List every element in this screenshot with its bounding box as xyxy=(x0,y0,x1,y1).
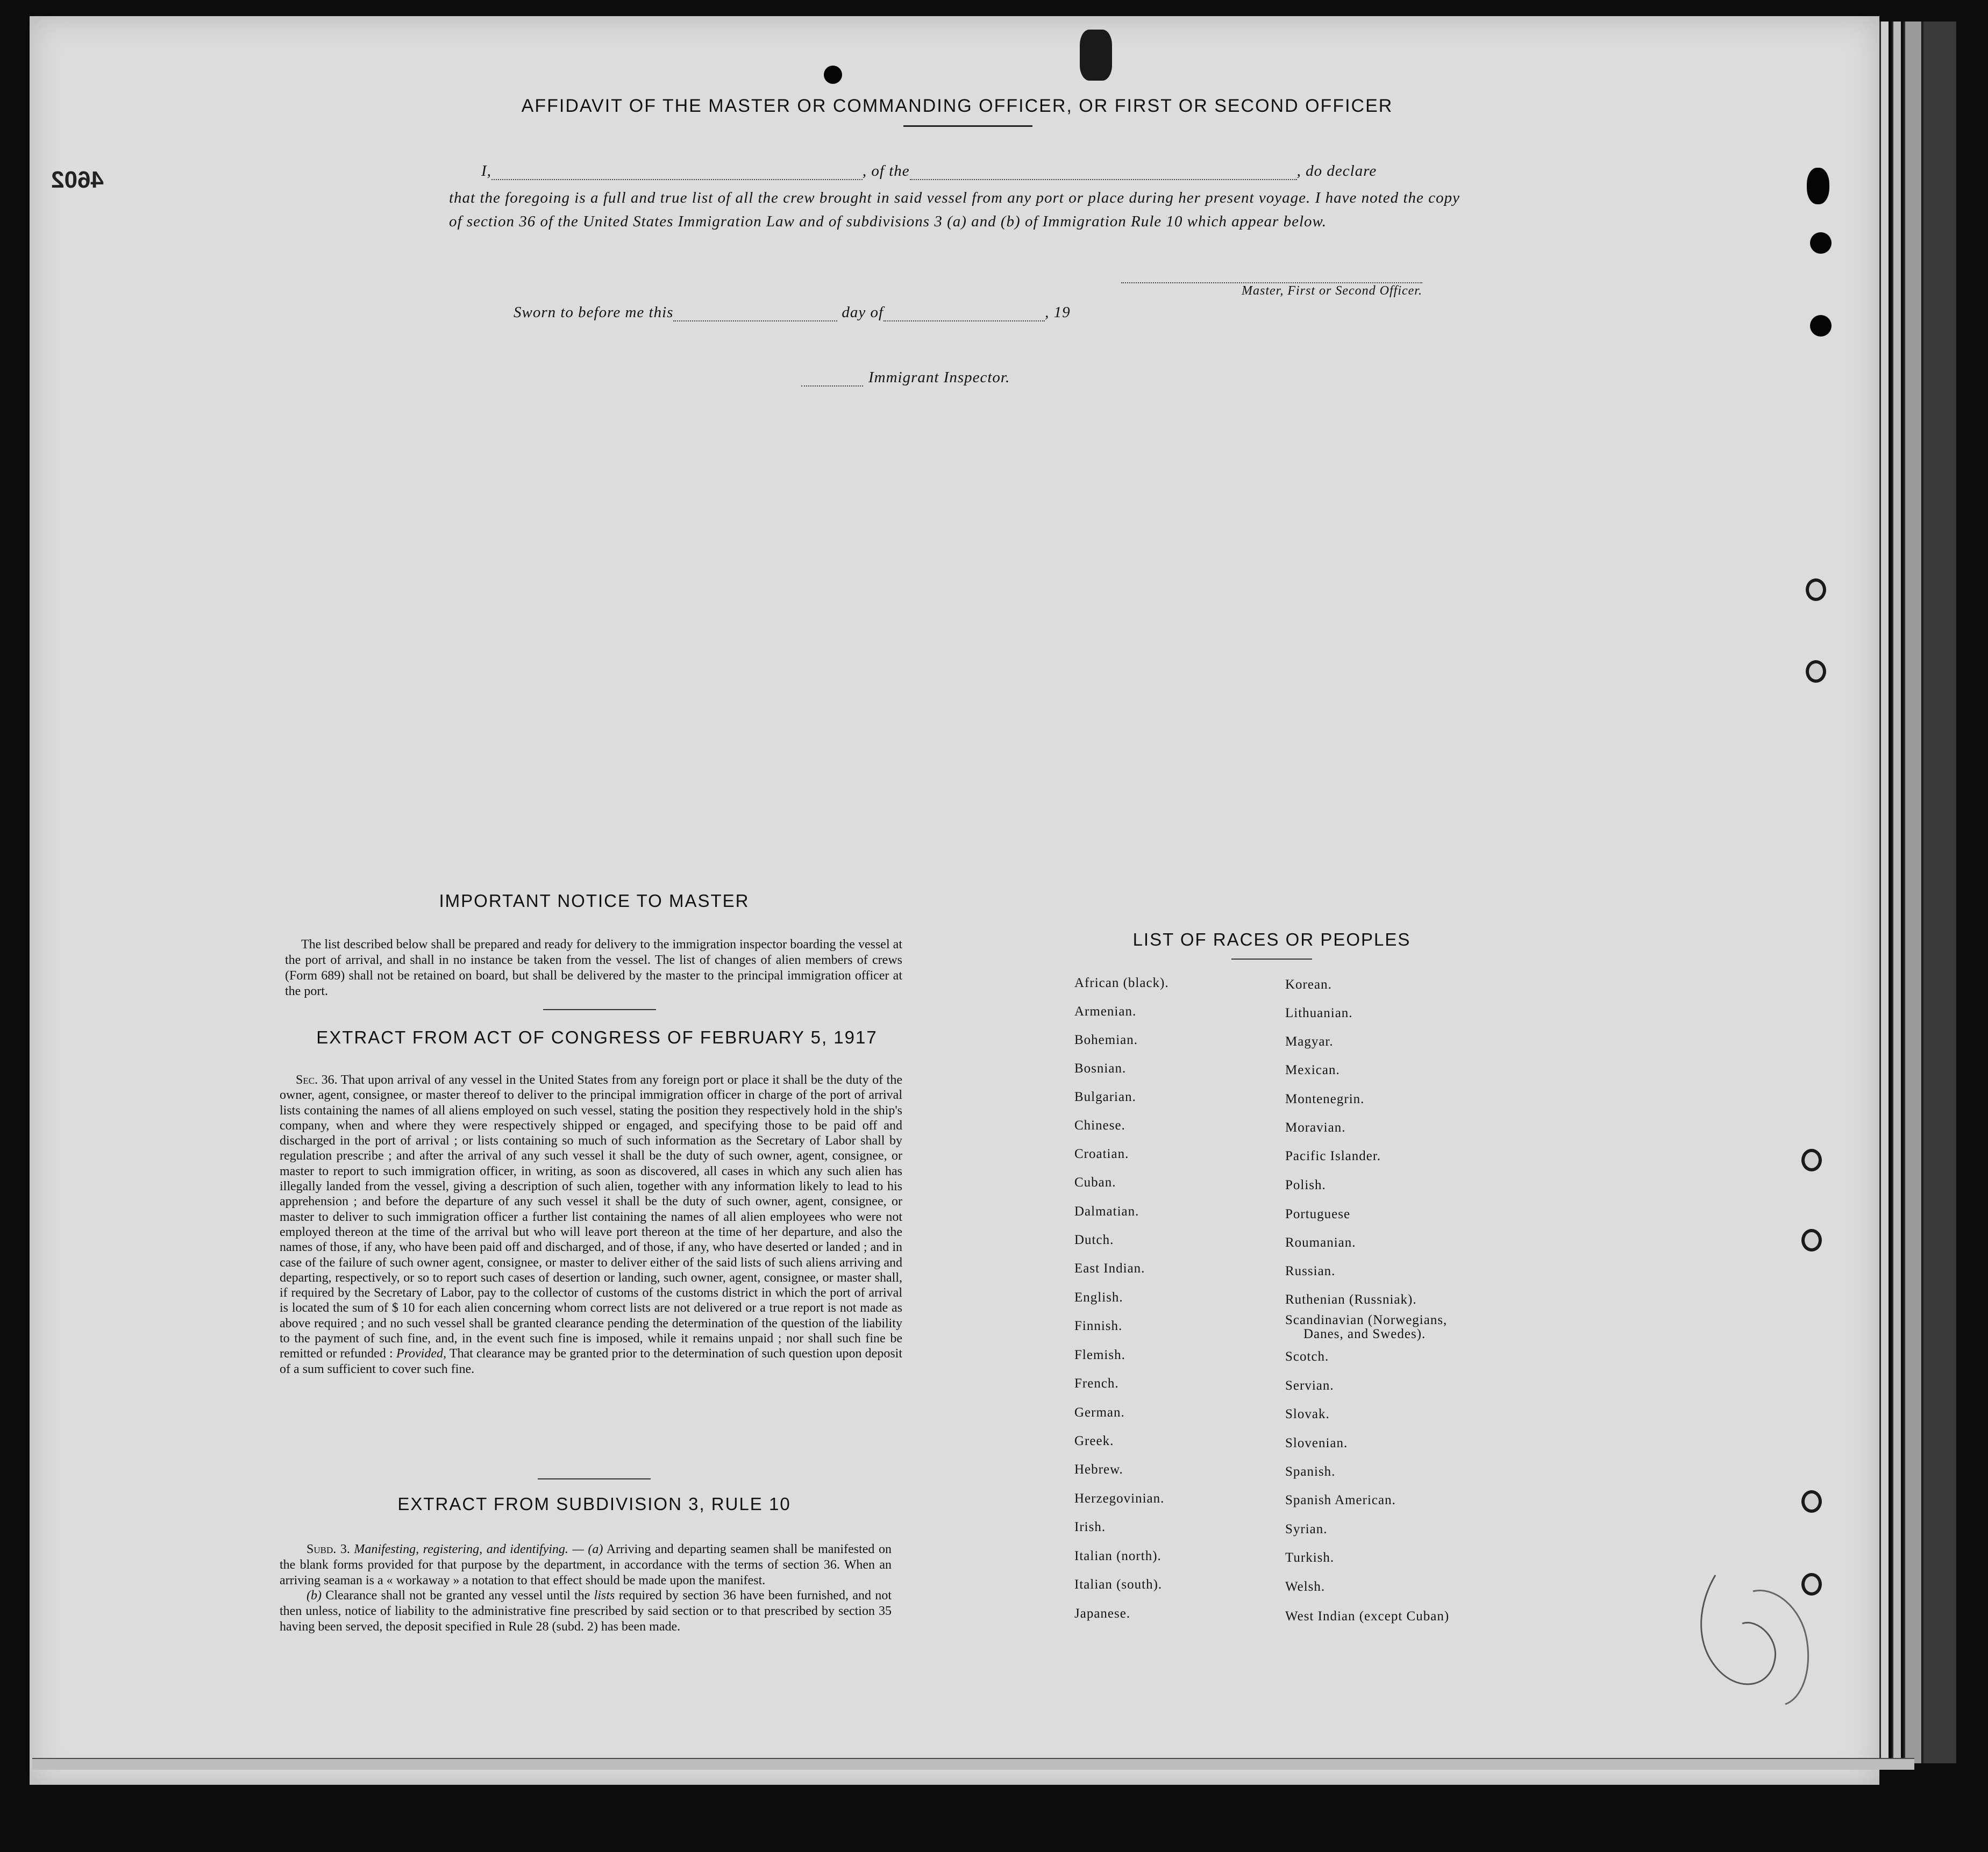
race-item: Flemish. xyxy=(1074,1348,1125,1362)
binder-ring xyxy=(1801,1149,1822,1171)
race-item: Scotch. xyxy=(1285,1349,1329,1364)
race-item xyxy=(1285,1313,1447,1341)
i-label: I, xyxy=(481,162,491,180)
day-blank xyxy=(673,320,837,321)
race-item: Pacific Islander. xyxy=(1285,1149,1381,1163)
race-item: Hebrew. xyxy=(1074,1462,1123,1477)
race-item: Portuguese xyxy=(1285,1207,1351,1221)
race-item: Finnish. xyxy=(1074,1319,1123,1333)
sheet-bottom-edge xyxy=(32,1758,1914,1770)
sheet-edge xyxy=(1922,22,1956,1763)
sheet-edge xyxy=(1904,22,1921,1763)
race-item: Spanish American. xyxy=(1285,1493,1396,1507)
race-item: Irish. xyxy=(1074,1520,1106,1534)
section-text: That upon arrival of any vessel in the United States from any foreign port or place it shall be the duty of the owner, agent, consignee, or master thereof to deliver to the principal immigration officer in charge of the port of arrival lists containing the names of all aliens employed on such vessel, stating the position they respectively hold in the ship's company, when and where they were respectively shipped or engaged, and specifying those to be paid off and discharged in the port of arrival ; or lists containing so much of such information as the Secretary of Labor shall by regulation prescribe ; and after the arrival of any such vessel it shall be the duty of such owner, agent, consignee, or master to report to such immigration officer, in writing, as soon as discovered, all cases in which any such alien has illegally landed from the vessel, giving a description of such alien, together with any information likely to lead to his apprehension ; and before the departure of any such vessel it shall be the duty of such owner, agent, consignee, or master to deliver to such immigration officer a further list containing the names of all alien employees who were not employed thereon at the time of the arrival but who will leave port thereon at the time of her departure, and also the names of those, if any, who have been paid off and discharged, and of those, if any, who have deserted or landed ; and in case of the failure of such owner agent, consignee, or master to deliver either of the said lists of such aliens arriving and departing, respectively, or so to report such cases of desertion or landing, such owner, agent, consignee, or master shall, if required by the Secretary of Labor, pay to the collector of customs of the customs district in which the port of arrival is located the sum of $ 10 for each alien concerning whom correct lists are not delivered or a true report is not made as above required ; and no such vessel shall be granted clearance pending the determination of the question of the liability to the payment of such fine, and, in the event such fine is imposed, while it remains unpaid ; nor shall such fine be remitted or refunded : xyxy=(280,1073,903,1361)
para-a-text: Arriving and departing seamen shall be manifested on the blank forms provided for that purpose by the department, in accordance with the terms of section 36. When an arriving seaman is a « workaway » a notation to that effect should be made upon the manifest. xyxy=(280,1542,892,1588)
act-extract-body xyxy=(280,1072,902,1377)
punch-hole xyxy=(1807,168,1829,204)
sheet-edge xyxy=(1879,22,1889,1763)
races-underline xyxy=(1231,959,1312,960)
race-item-line: Danes, and Swedes). xyxy=(1303,1327,1426,1341)
rule-extract-body xyxy=(280,1542,892,1635)
name-blank xyxy=(491,178,863,180)
notice-title: IMPORTANT NOTICE TO MASTER xyxy=(439,891,750,911)
sworn-line xyxy=(514,304,1213,321)
rule-para-a xyxy=(280,1542,892,1588)
race-item: Russian. xyxy=(1285,1264,1336,1278)
race-item: Cuban. xyxy=(1074,1175,1116,1190)
year-label: , 19 xyxy=(1045,304,1071,321)
declaration-line xyxy=(449,162,1471,180)
race-item: Japanese. xyxy=(1074,1606,1131,1621)
subd-label: Subd. 3. xyxy=(307,1542,350,1556)
para-b-start: Clearance shall not be granted any vessel until the xyxy=(325,1589,590,1603)
race-item: German. xyxy=(1074,1405,1125,1420)
notice-body: The list described below shall be prepared and ready for delivery to the immigration inspector boarding the vessel at the port of arrival, and shall in no instance be taken from the vessel. The list of changes of alien members of crews (Form 689) shall not be retained on board, but shall be delivered by the master to the principal immigration officer at the port. xyxy=(285,938,902,998)
vessel-blank xyxy=(910,178,1297,180)
do-declare-label: , do declare xyxy=(1296,162,1377,180)
affidavit-title: AFFIDAVIT OF THE MASTER OR COMMANDING OFFICER, OR FIRST OR SECOND OFFICER xyxy=(521,96,1393,116)
race-item: Mexican. xyxy=(1285,1063,1340,1077)
race-item: Ruthenian (Russniak). xyxy=(1285,1292,1417,1307)
race-item: Welsh. xyxy=(1285,1579,1326,1594)
race-item: Spanish. xyxy=(1285,1464,1336,1479)
race-item: Slovak. xyxy=(1285,1407,1330,1421)
of-the-label: , of the xyxy=(862,162,910,180)
race-item: West Indian (except Cuban) xyxy=(1285,1609,1450,1624)
section-divider xyxy=(543,1009,656,1010)
subd-heading: Manifesting, registering, and identifying. — (a) xyxy=(354,1542,603,1556)
race-item: Bulgarian. xyxy=(1074,1090,1136,1104)
para-b-end: required by section 36 have been furnished, and not then unless, notice of liability to the administrative fine prescribed by said section or to that prescribed by section 35 having been served, the deposit specified in Rule 28 (subd. 2) has been made. xyxy=(280,1589,892,1634)
race-item-line: Scandinavian (Norwegians, xyxy=(1285,1313,1448,1327)
race-item: East Indian. xyxy=(1074,1261,1145,1276)
race-item: Greek. xyxy=(1074,1434,1114,1448)
para-b-lists: lists xyxy=(594,1589,615,1603)
race-item: French. xyxy=(1074,1376,1119,1391)
inspector-label: Immigrant Inspector. xyxy=(868,369,1010,386)
race-item: Armenian. xyxy=(1074,1004,1137,1019)
race-item: Italian (south). xyxy=(1074,1577,1163,1592)
race-item: Polish. xyxy=(1285,1178,1326,1192)
signature-label: Master, First or Second Officer. xyxy=(1242,284,1422,298)
binder-ring xyxy=(1806,660,1826,683)
day-of-label: day of xyxy=(842,304,884,321)
binder-ring xyxy=(1801,1229,1822,1252)
race-item: Bohemian. xyxy=(1074,1033,1138,1047)
race-item: Dalmatian. xyxy=(1074,1204,1139,1219)
race-item: Turkish. xyxy=(1285,1550,1335,1565)
act-extract-title: EXTRACT FROM ACT OF CONGRESS OF FEBRUARY 5, 1917 xyxy=(316,1027,878,1047)
race-item: Magyar. xyxy=(1285,1034,1334,1049)
race-item: Montenegrin. xyxy=(1285,1092,1365,1106)
section-label: Sec. 36. xyxy=(296,1073,338,1087)
race-item: English. xyxy=(1074,1290,1123,1305)
title-underline xyxy=(903,125,1032,127)
inspector-line xyxy=(801,369,1124,387)
race-item: Chinese. xyxy=(1074,1118,1125,1133)
rule-extract-title: EXTRACT FROM SUBDIVISION 3, RULE 10 xyxy=(397,1494,791,1514)
margin-note: 4602 xyxy=(51,167,104,193)
sheet-edge xyxy=(1892,22,1901,1763)
race-item: Herzegovinian. xyxy=(1074,1491,1165,1506)
race-item: Korean. xyxy=(1285,977,1332,992)
race-item: African (black). xyxy=(1074,976,1169,990)
rule-para-b xyxy=(280,1588,892,1634)
race-item: Slovenian. xyxy=(1285,1436,1348,1450)
declaration-body: that the foregoing is a full and true list of all the crew brought in said vessel from any port or place during her present voyage. I have noted the copy of section 36 of the United States Immigration Law and of subdivisions 3 (a) and (b) of Immigration Rule 10 which appear below. xyxy=(449,189,1460,230)
binder-ring xyxy=(1806,578,1826,601)
month-blank xyxy=(883,320,1045,321)
race-item: Syrian. xyxy=(1285,1522,1328,1536)
provided-label: Provided, xyxy=(396,1347,446,1361)
race-item: Italian (north). xyxy=(1074,1549,1162,1563)
punch-hole xyxy=(824,66,842,84)
binder-ring xyxy=(1801,1490,1822,1513)
race-item: Bosnian. xyxy=(1074,1061,1127,1076)
races-title: LIST OF RACES OR PEOPLES xyxy=(1132,929,1411,949)
section-text-end: That clearance may be granted prior to the determination of such question upon deposit of a sum sufficient to cover such fine. xyxy=(280,1347,903,1376)
binder-clip xyxy=(1080,30,1112,81)
paper-sheet xyxy=(30,16,1879,1785)
section-divider xyxy=(538,1478,651,1479)
punch-hole xyxy=(1810,315,1832,337)
race-item: Moravian. xyxy=(1285,1120,1346,1135)
pencil-mark xyxy=(1694,1559,1834,1710)
punch-hole xyxy=(1810,232,1832,254)
sworn-label: Sworn to before me this xyxy=(514,304,674,321)
para-b-label: (b) xyxy=(307,1589,322,1603)
race-item: Croatian. xyxy=(1074,1147,1129,1161)
race-item: Servian. xyxy=(1285,1378,1334,1393)
race-item: Roumanian. xyxy=(1285,1235,1356,1250)
race-item: Lithuanian. xyxy=(1285,1006,1353,1020)
race-item: Dutch. xyxy=(1074,1233,1114,1247)
inspector-blank xyxy=(801,385,863,387)
